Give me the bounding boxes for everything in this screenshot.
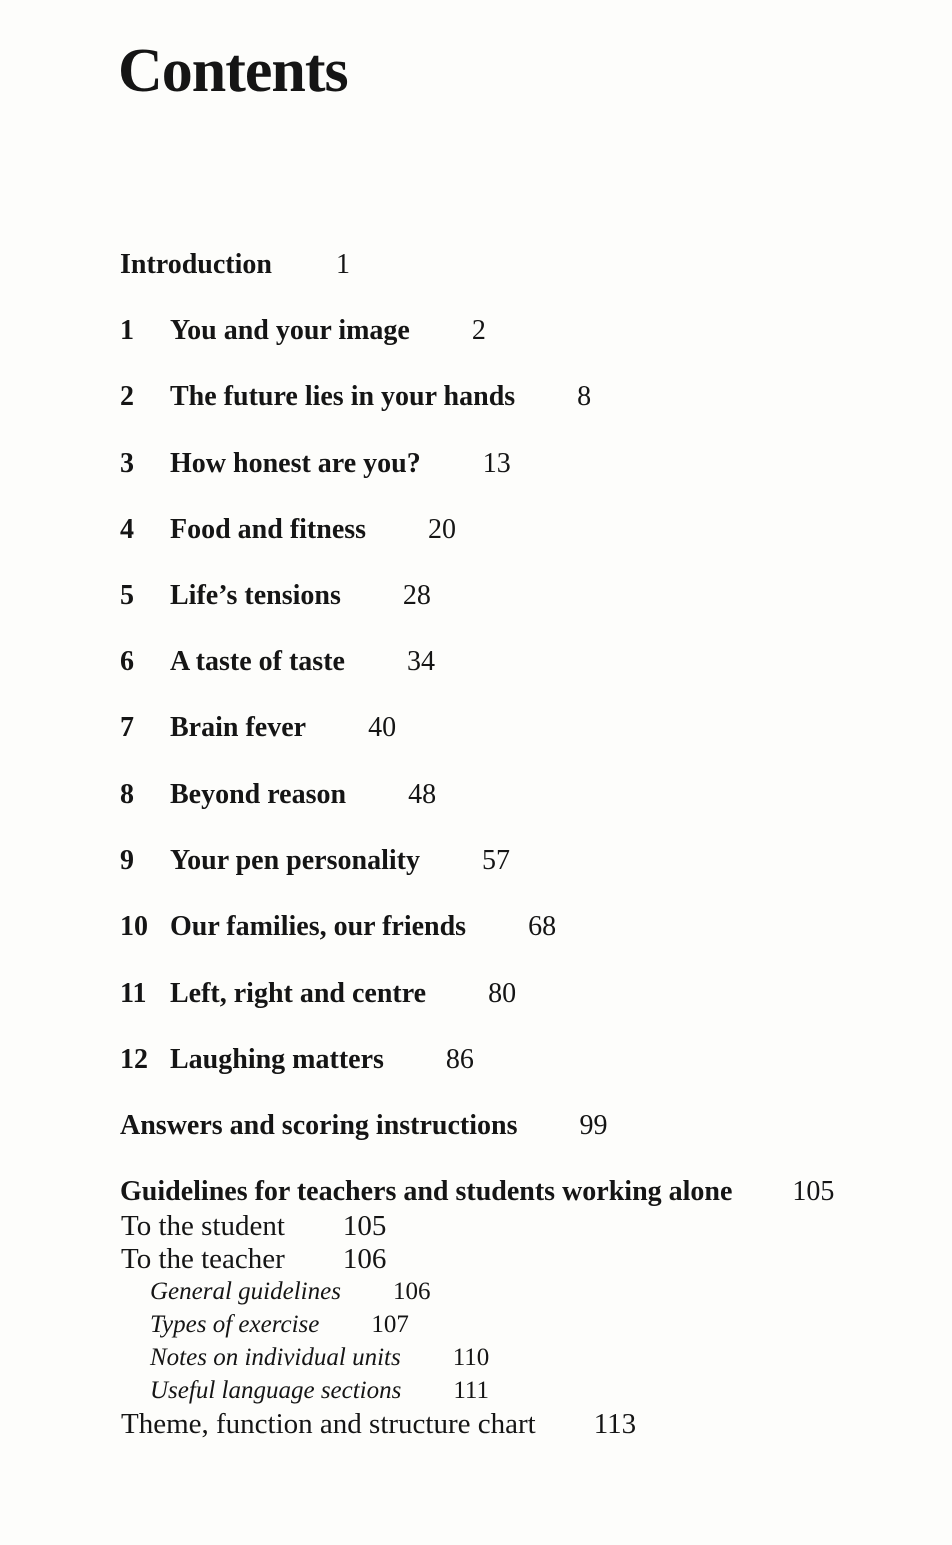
toc-entry-label: Useful language sections [150,1377,402,1404]
toc-entry-label: The future lies in your hands [170,381,516,412]
toc-entry-label: Answers and scoring instructions [120,1110,518,1141]
toc-entry-structure-chart [121,1410,636,1439]
toc-entry-label: Left, right and centre [170,978,427,1009]
toc-entry-label: Life’s tensions [170,580,341,611]
toc-entry-label: Brain fever [170,712,307,743]
toc-entry-introduction [120,251,350,279]
unit-number: 4 [120,514,134,545]
toc-entry-page: 20 [428,514,457,545]
toc-entry-label: Theme, function and structure chart [121,1408,536,1440]
toc-entry-label: Your pen personality [170,845,420,876]
toc-entry-label: Types of exercise [150,1311,320,1338]
toc-entry-unit-4 [120,516,456,544]
toc-entry-label: How honest are you? [170,448,421,479]
toc-entry-notes-on-individual-units [150,1345,489,1370]
unit-number: 12 [120,1044,148,1075]
toc-entry-page: 2 [471,315,486,346]
toc-entry-unit-11 [120,980,516,1008]
toc-entry-label: Our families, our friends [170,911,467,942]
toc-entry-unit-1 [120,317,486,345]
unit-number: 3 [120,448,134,479]
toc-entry-unit-3 [120,450,511,478]
toc-entry-general-guidelines [150,1279,430,1304]
toc-entry-label: Laughing matters [170,1044,384,1075]
unit-number: 11 [120,978,147,1009]
toc-entry-guidelines [120,1178,834,1206]
toc-entry-page: 48 [408,779,437,810]
toc-entry-page: 8 [577,381,592,412]
toc-entry-unit-2 [120,383,591,411]
toc-entry-page: 106 [342,1243,387,1275]
toc-entry-useful-language-sections [150,1378,489,1403]
toc-entry-page: 34 [406,646,435,677]
toc-entry-label: To the teacher [121,1243,285,1275]
toc-entry-page: 68 [528,911,557,942]
toc-entry-label: Notes on individual units [150,1344,401,1371]
unit-number: 1 [120,315,134,346]
toc-entry-answers [120,1112,607,1140]
page-title: Contents [118,37,348,105]
toc-entry-label: You and your image [170,315,410,346]
toc-entry-page: 99 [579,1110,608,1141]
toc-entry-label: General guidelines [150,1278,341,1305]
toc-entry-unit-8 [120,781,436,809]
toc-entry-page: 86 [445,1044,474,1075]
toc-entry-unit-5 [120,582,431,610]
toc-entry-unit-6 [120,648,435,676]
toc-entry-label: Guidelines for teachers and students working alone [120,1176,733,1207]
toc-entry-label: Introduction [120,249,272,280]
toc-entry-label: Beyond reason [170,779,347,810]
toc-entry-page: 111 [453,1377,490,1404]
unit-number: 8 [120,779,134,810]
toc-entry-page: 113 [593,1408,637,1440]
toc-entry-page: 40 [368,712,397,743]
toc-entry-label: To the student [121,1210,285,1242]
toc-entry-types-of-exercise [150,1312,409,1337]
toc-entry-to-the-teacher [121,1245,386,1274]
toc-entry-page: 28 [402,580,431,611]
toc-entry-page: 105 [342,1210,387,1242]
toc-entry-unit-9 [120,847,510,875]
toc-entry-page: 106 [392,1278,431,1305]
toc-entry-to-the-student [121,1212,386,1241]
toc-entry-page: 107 [371,1311,409,1338]
toc-entry-unit-12 [120,1046,474,1074]
toc-entry-page: 105 [792,1176,835,1207]
toc-entry-page: 80 [488,978,517,1009]
toc-entry-page: 57 [481,845,510,876]
toc-entry-page: 13 [482,448,511,479]
toc-entry-label: A taste of taste [170,646,345,677]
toc-entry-label: Food and fitness [170,514,367,545]
unit-number: 9 [120,845,134,876]
toc-entry-page: 110 [452,1344,490,1371]
unit-number: 2 [120,381,134,412]
unit-number: 5 [120,580,134,611]
unit-number: 6 [120,646,134,677]
unit-number: 10 [120,911,148,942]
toc-entry-unit-10 [120,913,556,941]
toc-entry-unit-7 [120,714,396,742]
toc-entry-page: 1 [335,249,350,280]
unit-number: 7 [120,712,134,743]
